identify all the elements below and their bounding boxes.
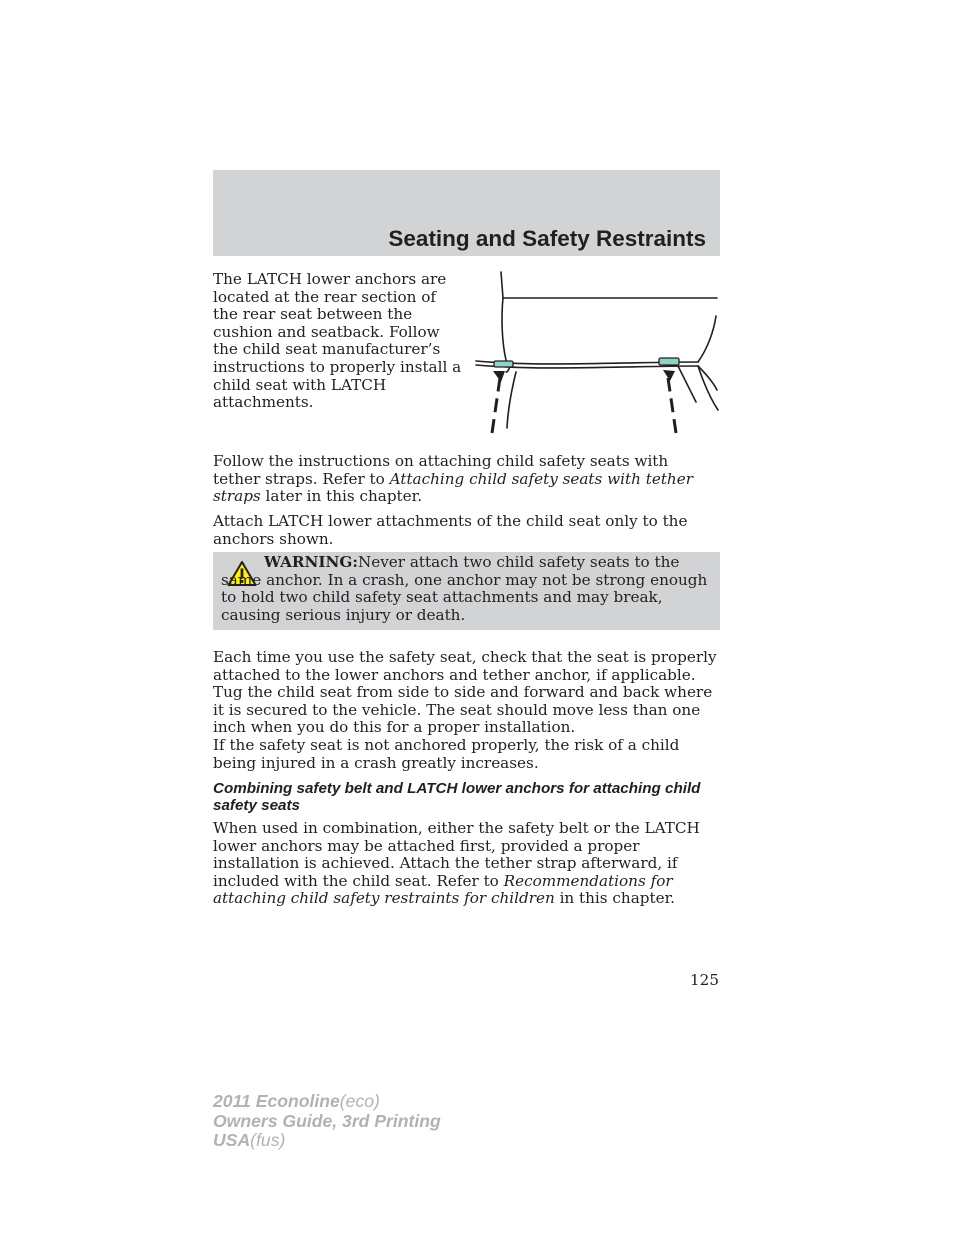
footer-imprint [213,1092,441,1151]
warning-box [213,552,720,630]
warning-label: WARNING: [264,553,358,571]
combination-paragraph [213,820,720,908]
section-header-band [213,170,720,256]
attach-anchors-paragraph: Attach LATCH lower attachments of the child seat only to the anchors shown. [213,512,688,548]
footer-model: 2011 Econoline [213,1091,340,1111]
tether-paragraph-tail: later in this chapter. [260,487,423,506]
footer-model-code: (eco) [339,1091,380,1111]
section-title: Seating and Safety Restraints [388,226,706,251]
tether-paragraph-text: Follow the instructions on attaching child safety seats with tether straps. Refer to [213,452,669,488]
tether-straps-reference: Attaching child safety seats with tether straps [213,469,693,506]
recommendations-reference: Recommendations for attaching child safety restraints for children [213,871,673,908]
latch-anchors-illustration [474,268,724,440]
risk-paragraph: If the safety seat is not anchored properly, the risk of a child being injured in a crash greatly increases. [213,736,680,772]
intro-paragraph: The LATCH lower anchors are located at the rear section of the rear seat between the cushion and seatback. Follow the child seat manufacturer’s instructions to properly install a child seat with LATCH attachments. [213,270,462,412]
footer-market-line [213,1131,441,1151]
tether-straps-paragraph [213,453,720,506]
combination-paragraph-tail: in this chapter. [554,889,675,908]
page-number: 125 [690,971,719,989]
footer-model-line [213,1092,441,1112]
warning-text [221,554,715,624]
footer-guide: Owners Guide, 3rd Printing [213,1110,441,1131]
warning-message: Never attach two child safety seats to the same anchor. In a crash, one anchor may not be strong enough to hold two child safety seat attachments and may break, causing serious injury or death. [221,553,708,624]
combining-subheading: Combining safety belt and LATCH lower anchors for attaching child safety seats [213,780,701,814]
footer-market-code: (fus) [250,1130,286,1150]
check-installation-paragraph: Each time you use the safety seat, check that the seat is properly attached to the lower anchors and tether anchor, if applicable. Tug the child seat from side to side and forward and back where it is secured to the vehicle. The seat should move less than one inch when you do this for a proper installation. [213,648,717,737]
footer-market: USA [213,1130,251,1150]
combination-paragraph-text: When used in combination, either the safety belt or the LATCH lower anchors may be attached first, provided a proper installation is achieved. Attach the tether strap afterward, if included with the child seat. Refer to [213,819,700,890]
